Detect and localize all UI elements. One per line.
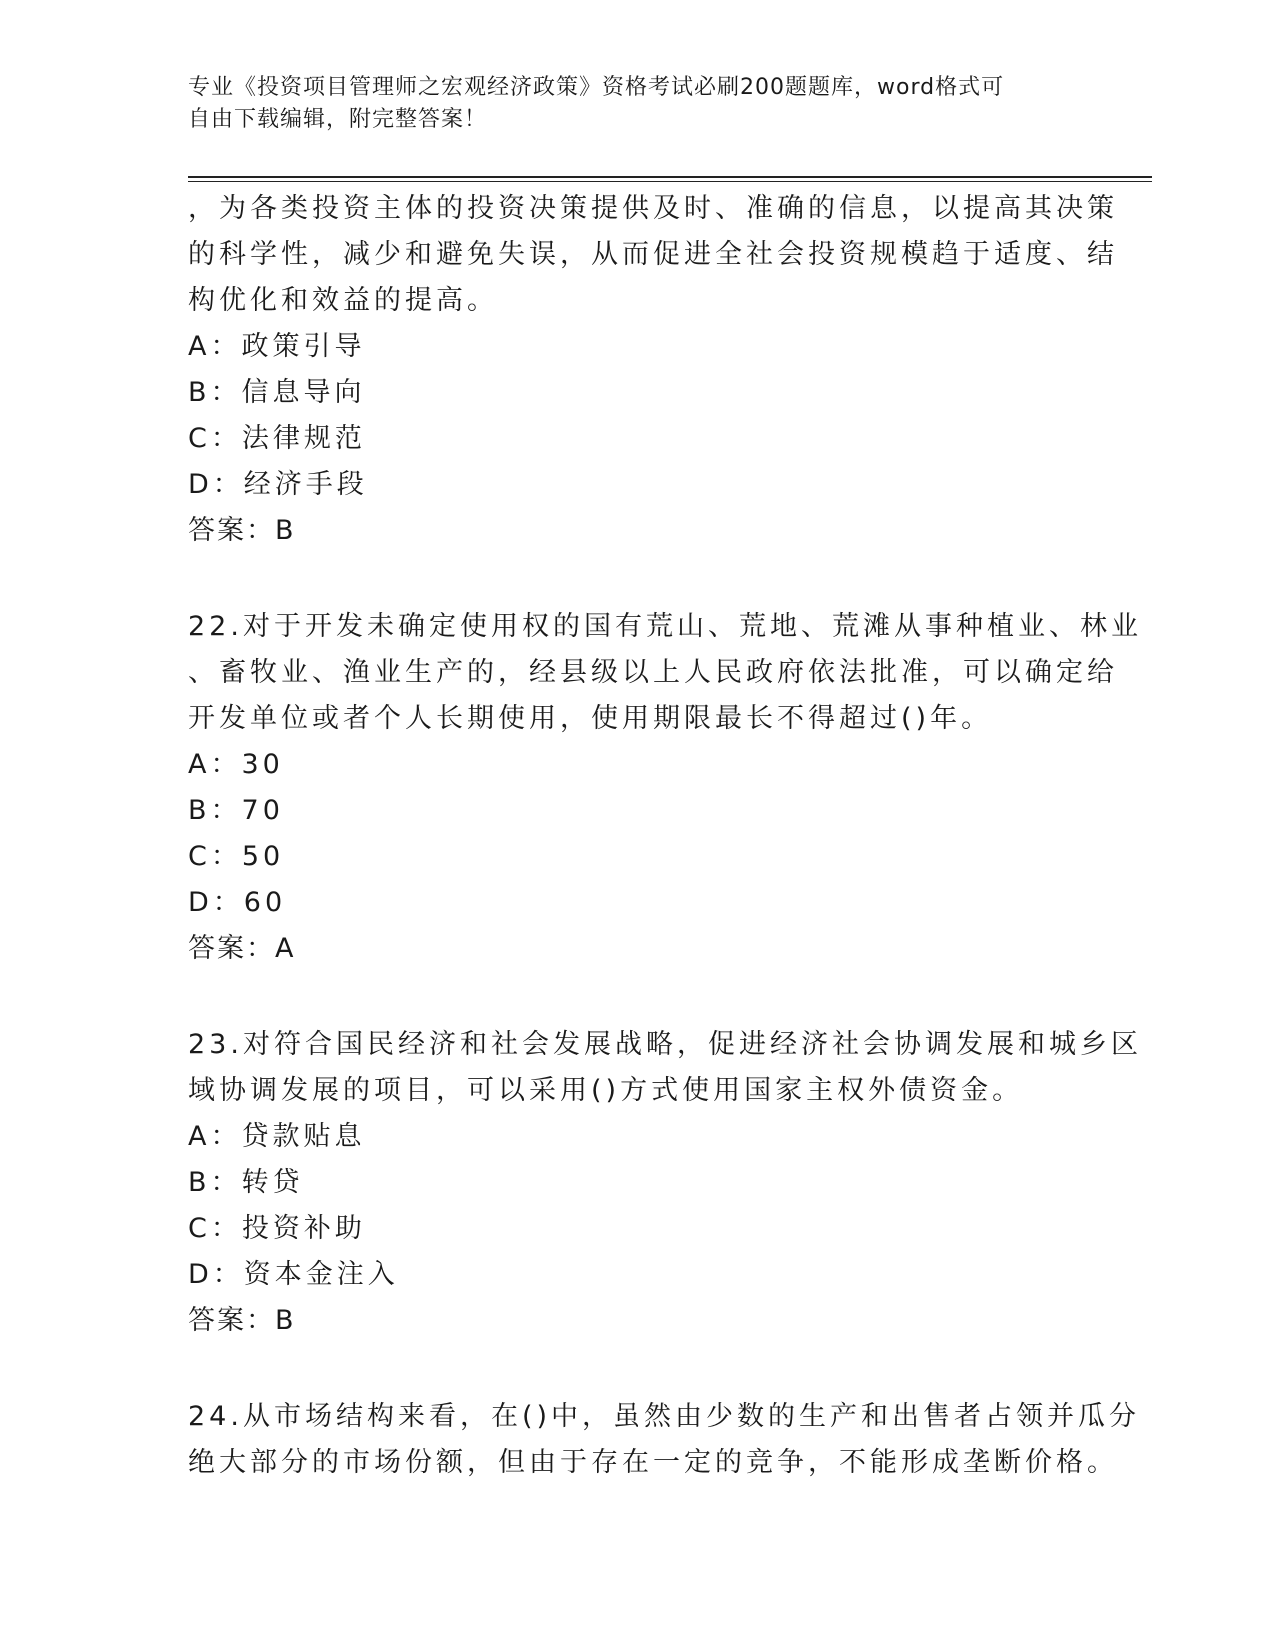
option-c: C：法律规范 — [188, 423, 366, 454]
header-line-1: 专业《投资项目管理师之宏观经济政策》资格考试必刷200题题库，word格式可 — [188, 75, 1005, 100]
answer-value: B — [275, 515, 296, 546]
question-text-line: 域协调发展的项目，可以采用()方式使用国家主权外债资金。 — [188, 1075, 1024, 1106]
question-item — [188, 186, 1118, 554]
option-a: A：贷款贴息 — [188, 1121, 366, 1152]
question-text-line: 开发单位或者个人长期使用，使用期限最长不得超过()年。 — [188, 703, 993, 734]
answer-line — [188, 508, 1088, 554]
option-a: A：30 — [188, 749, 284, 780]
option-b: B：信息导向 — [188, 377, 366, 408]
option-a: A：政策引导 — [188, 331, 366, 362]
option-c: C：50 — [188, 841, 285, 872]
question-item — [188, 1394, 1141, 1486]
header-line-2: 自由下载编辑，附完整答案！ — [188, 107, 488, 132]
option-b: B：转贷 — [188, 1167, 304, 1198]
question-text-line: 绝大部分的市场份额，但由于存在一定的竞争，不能形成垄断价格。 — [188, 1447, 1118, 1478]
question-text-line: 的科学性，减少和避免失误，从而促进全社会投资规模趋于适度、结 — [188, 239, 1118, 270]
option-d: D：60 — [188, 887, 287, 918]
question-item — [188, 1022, 1142, 1344]
answer-line — [188, 926, 1088, 972]
answer-label: 答案： — [188, 933, 275, 964]
answer-value: B — [275, 1305, 296, 1336]
question-text-line: 23.对符合国民经济和社会发展战略，促进经济社会协调发展和城乡区 — [188, 1029, 1142, 1060]
question-text-line: ，为各类投资主体的投资决策提供及时、准确的信息，以提高其决策 — [188, 193, 1118, 224]
question-text-line: 22.对于开发未确定使用权的国有荒山、荒地、荒滩从事种植业、林业 — [188, 611, 1142, 642]
header-divider — [188, 176, 1152, 182]
answer-line — [188, 1298, 1088, 1344]
question-list — [188, 186, 1142, 1486]
question-text-line: 24.从市场结构来看，在()中，虽然由少数的生产和出售者占领并瓜分 — [188, 1401, 1141, 1432]
question-item — [188, 604, 1142, 972]
option-b: B：70 — [188, 795, 284, 826]
option-d: D：经济手段 — [188, 469, 368, 500]
question-text-line: 、畜牧业、渔业生产的，经县级以上人民政府依法批准，可以确定给 — [188, 657, 1118, 688]
answer-label: 答案： — [188, 1305, 275, 1336]
option-d: D：资本金注入 — [188, 1259, 399, 1290]
question-text-line: 构优化和效益的提高。 — [188, 285, 498, 316]
answer-label: 答案： — [188, 515, 275, 546]
document-header — [188, 72, 1068, 136]
option-c: C：投资补助 — [188, 1213, 366, 1244]
answer-value: A — [275, 933, 296, 964]
